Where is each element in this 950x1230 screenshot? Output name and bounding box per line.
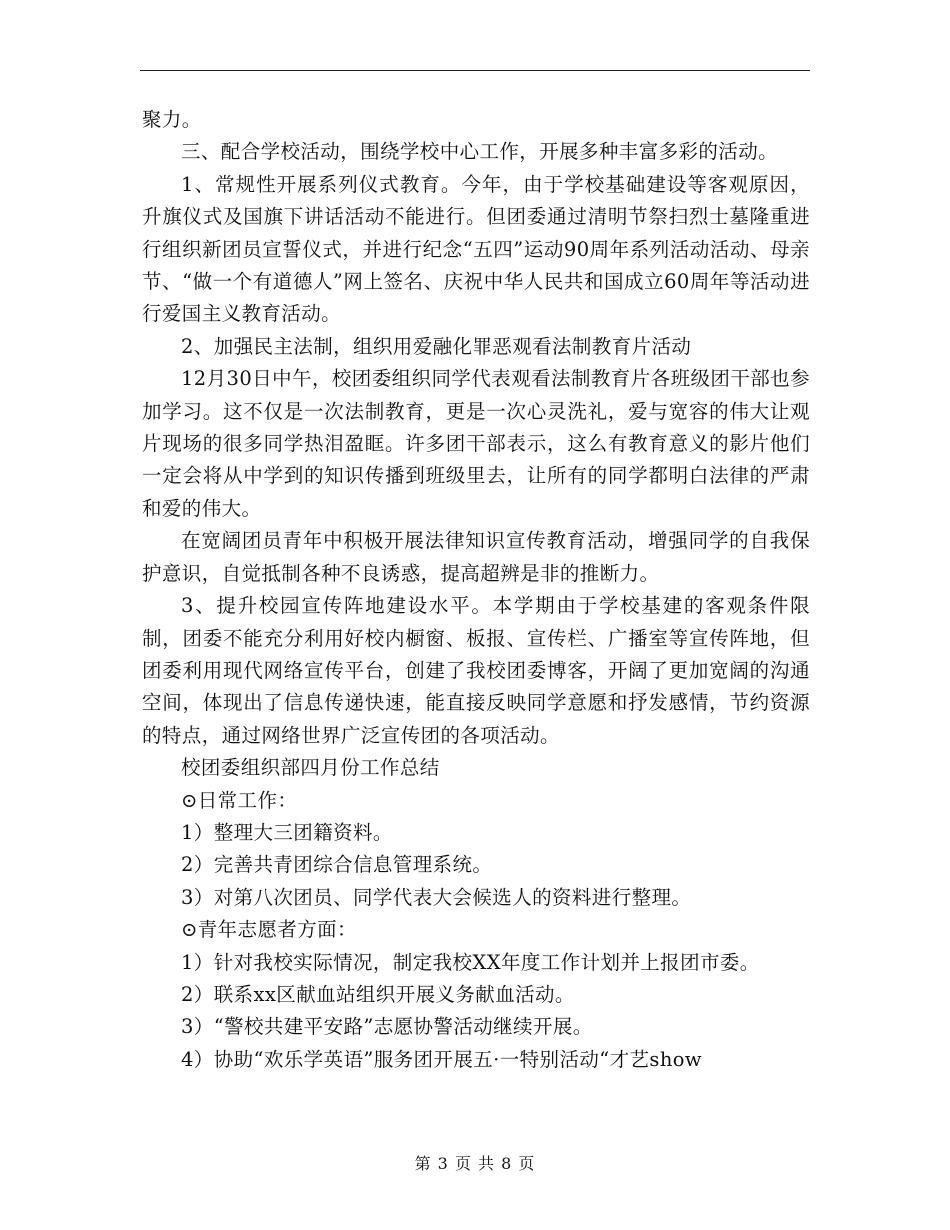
list-item: 4）协助“欢乐学英语”服务团开展五·一特别活动“才艺show — [181, 1047, 703, 1071]
subsection-heading: ⊙青年志愿者方面： — [181, 918, 357, 942]
list-item: 1）针对我校实际情况，制定我校XX年度工作计划并上报团市委。 — [181, 950, 760, 974]
list-item: 1）整理大三团籍资料。 — [181, 820, 393, 844]
header-rule — [140, 70, 810, 71]
paragraph: 2、加强民主法制，组织用爱融化罪恶观看法制教育片活动 — [181, 334, 692, 358]
list-item: 2）完善共青团综合信息管理系统。 — [181, 853, 493, 877]
paragraph: 三、配合学校活动，围绕学校中心工作，开展多种丰富多彩的活动。 — [181, 140, 779, 164]
paragraph: 12月30日中午，校团委组织同学代表观看法制教育片各班级团干部也参加学习。这不仅是一次法制教育，更是一次心灵洗礼，爱与宽容的伟大让观片现场的很多同学热泪盈眶。许多团干部表示，这么有教育意义的影片他们一定会将从中学到的知识传播到班级里去，让所有的同学都明白法律的严肃和爱的伟大。 — [142, 367, 810, 520]
list-item: 3）对第八次团员、同学代表大会候选人的资料进行整理。 — [181, 885, 692, 909]
paragraph: 在宽阔团员青年中积极开展法律知识宣传教育活动，增强同学的自我保护意识，自觉抵制各种不良诱惑，提高超辨是非的推断力。 — [142, 529, 810, 585]
subsection-heading: ⊙日常工作： — [181, 788, 298, 812]
paragraph: 1、常规性开展系列仪式教育。今年，由于学校基础建设等客观原因，升旗仪式及国旗下讲话活动不能进行。但团委通过清明节祭扫烈士墓隆重进行组织新团员宣誓仪式，并进行纪念“五四”运动90周年系列活动活动、母亲节、“做一个有道德人”网上签名、庆祝中华人民共和国成立60周年等活动进行爱国主义教育活动。 — [142, 172, 810, 326]
paragraph: 3、提升校园宣传阵地建设水平。本学期由于学校基建的客观条件限制，团委不能充分利用好校内橱窗、板报、宣传栏、广播室等宣传阵地，但团委利用现代网络宣传平台，创建了我校团委博客，开阔了更加宽阔的沟通空间，体现出了信息传递快速，能直接反映同学意愿和抒发感情，节约资源的特点，通过网络世界广泛宣传团的各项活动。 — [142, 594, 810, 747]
list-item: 3）“警校共建平安路”志愿协警活动继续开展。 — [181, 1015, 593, 1039]
body-text — [142, 104, 810, 1076]
list-item: 2）联系xx区献血站组织开展义务献血活动。 — [181, 982, 575, 1006]
page-number: 第 3 页 共 8 页 — [414, 1154, 536, 1173]
section-heading: 校团委组织部四月份工作总结 — [181, 756, 440, 780]
paragraph: 聚力。 — [142, 108, 202, 131]
